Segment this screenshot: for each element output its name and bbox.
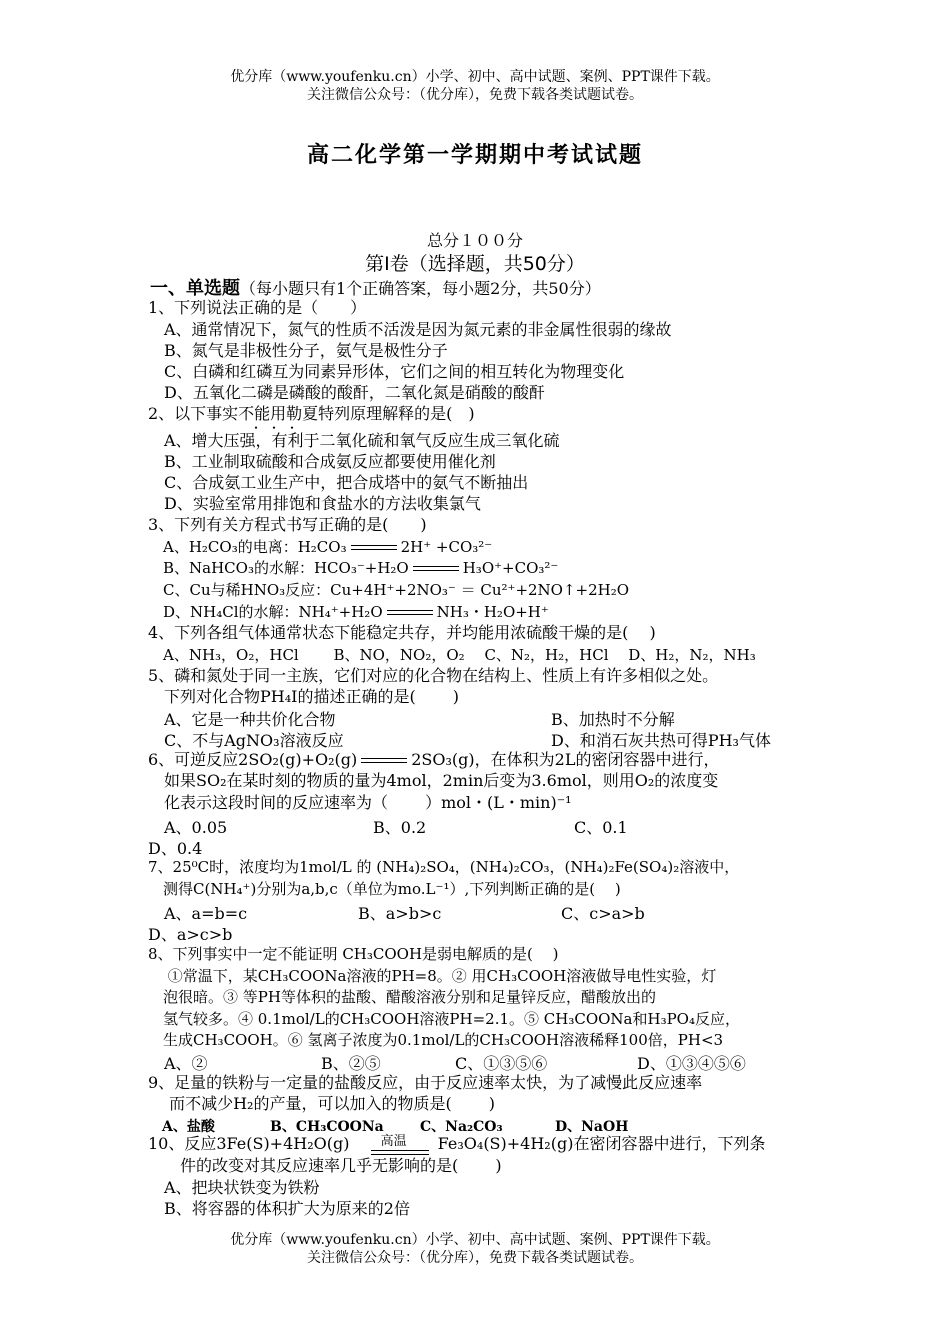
q10-option-a: A、把块状铁变为铁粉 — [148, 1178, 320, 1197]
q9-option-a: A、盐酸 — [148, 1119, 215, 1135]
q8-option-d: D、①③④⑤⑥ — [637, 1054, 746, 1073]
q2-stem: 2、以下事实不能用勒夏特列原理解释的是( ) — [148, 404, 475, 423]
equilibrium-arrow-icon — [387, 608, 433, 618]
emphasis-dots: ・・・ — [250, 421, 305, 435]
q6-option-b: B、0.2 — [373, 818, 427, 837]
header-line-1: 优分库（www.youfenku.cn）小学、初中、高中试题、案例、PPT课件下载。 — [230, 69, 720, 85]
total-score: 总分１００分 — [426, 231, 523, 250]
q3-option-d: D、NH₄Cl的水解：NH₄⁺+H₂O NH₃・H₂O+H⁺ — [148, 603, 549, 621]
equilibrium-arrow-icon — [351, 543, 397, 553]
q8-stem-2: ①常温下，某CH₃COONa溶液的PH=8。② 用CH₃COOH溶液做导电性实验，灯 — [148, 967, 717, 985]
q1-option-c: C、白磷和红磷互为同素异形体，它们之间的相互转化为物理变化 — [148, 362, 625, 381]
q6-stem-1: 6、可逆反应2SO₂(g)+O₂(g) 2SO₃(g)，在体积为2L的密闭容器中进行， — [148, 750, 720, 769]
section-label: 一、单选题 — [150, 278, 240, 299]
q5-stem-2: 下列对化合物PH₄I的描述正确的是( ) — [148, 687, 460, 706]
q8-stem-5: 生成CH₃COOH。⑥ 氢离子浓度为0.1mol/L的CH₃COOH溶液稀释100倍，PH<3 — [148, 1031, 724, 1049]
section-note: （每小题只有1个正确答案，每小题2分，共50分） — [240, 279, 601, 298]
q7-option-a: A、a=b=c — [148, 904, 248, 923]
q2-option-d: D、实验室常用排饱和食盐水的方法收集氯气 — [148, 494, 481, 513]
q9-stem-2: 而不减少H₂的产量，可以加入的物质是( ) — [148, 1094, 496, 1113]
q1-option-d: D、五氧化二磷是磷酸的酸酐，二氧化氮是硝酸的酸酐 — [148, 383, 545, 402]
q9-option-c: C、Na₂CO₃ — [420, 1119, 503, 1135]
q5-option-a: A、它是一种共价化合物 — [148, 710, 336, 729]
reaction-condition: 高温 — [359, 1134, 429, 1156]
q4-stem: 4、下列各组气体通常状态下能稳定共存，并均能用浓硫酸干燥的是( ) — [148, 623, 656, 642]
q3-option-b: B、NaHCO₃的水解：HCO₃⁻+H₂O H₃O⁺+CO₃²⁻ — [148, 559, 559, 577]
q8-stem-3: 泡很暗。③ 等PH等体积的盐酸、醋酸溶液分别和足量锌反应，醋酸放出的 — [148, 988, 656, 1006]
q7-option-b: B、a>b>c — [358, 904, 442, 923]
equilibrium-arrow-icon — [361, 756, 407, 766]
q6-stem-2: 如果SO₂在某时刻的物质的量为4mol，2min后变为3.6mol，则用O₂的浓度变 — [148, 771, 719, 790]
q7-stem-1: 7、25⁰C时，浓度均为1mol/L 的 (NH₄)₂SO₄，(NH₄)₂CO₃，(NH₄)₂Fe(SO₄)₂溶液中， — [148, 858, 740, 876]
q9-option-d: D、NaOH — [555, 1119, 629, 1135]
footer-line-1: 优分库（www.youfenku.cn）小学、初中、高中试题、案例、PPT课件下载。 — [230, 1232, 720, 1248]
q9-option-b: B、CH₃COONa — [270, 1119, 384, 1135]
q2-option-b: B、工业制取硫酸和合成氨反应都要使用催化剂 — [148, 452, 496, 471]
q2-option-a: A、增大压强，有利于二氧化硫和氧气反应生成三氧化硫 — [148, 431, 560, 450]
q3-stem: 3、下列有关方程式书写正确的是( ) — [148, 515, 427, 534]
q10-option-b: B、将容器的体积扩大为原来的2倍 — [148, 1199, 410, 1218]
q9-stem-1: 9、足量的铁粉与一定量的盐酸反应，由于反应速率太快，为了减慢此反应速率 — [148, 1073, 703, 1092]
q6-option-d: D、0.4 — [148, 839, 203, 858]
q5-option-d: D、和消石灰共热可得PH₃气体 — [551, 731, 771, 750]
q5-stem-1: 5、磷和氮处于同一主族，它们对应的化合物在结构上、性质上有许多相似之处。 — [148, 666, 719, 685]
q3-option-c: C、Cu与稀HNO₃反应：Cu+4H⁺+2NO₃⁻ ＝ Cu²⁺+2NO↑+2H₂O — [148, 581, 630, 599]
q1-option-b: B、氮气是非极性分子，氨气是极性分子 — [148, 341, 448, 360]
header-line-2: 关注微信公众号：（优分库），免费下载各类试题试卷。 — [307, 87, 643, 103]
q7-option-c: C、c>a>b — [561, 904, 645, 923]
q2-option-c: C、合成氨工业生产中，把合成塔中的氨气不断抽出 — [148, 473, 529, 492]
q7-stem-2: 测得C(NH₄⁺)分别为a,b,c（单位为mo.L⁻¹）,下列判断正确的是( ) — [148, 880, 621, 898]
q8-stem-1: 8、下列事实中一定不能证明 CH₃COOH是弱电解质的是( ) — [148, 945, 559, 963]
q8-stem-4: 氢气较多。④ 0.1mol/L的CH₃COOH溶液PH=2.1。⑤ CH₃COONa和H₃PO₄反应， — [148, 1010, 740, 1028]
q1-option-a: A、通常情况下，氮气的性质不活泼是因为氮元素的非金属性很弱的缘故 — [148, 320, 672, 339]
q6-option-a: A、0.05 — [148, 818, 228, 837]
q5-option-c: C、不与AgNO₃溶液反应 — [148, 731, 344, 750]
q7-option-d: D、a>c>b — [148, 925, 233, 944]
footer-line-2: 关注微信公众号：（优分库），免费下载各类试题试卷。 — [307, 1250, 643, 1266]
page-title: 高二化学第一学期期中考试试题 — [306, 142, 643, 168]
q8-option-b: B、②⑤ — [321, 1054, 381, 1073]
q10-stem-2: 件的改变对其反应速率几乎无影响的是( ) — [148, 1156, 502, 1175]
section-heading — [150, 274, 601, 300]
q5-option-b: B、加热时不分解 — [551, 710, 675, 729]
q3-option-a: A、H₂CO₃的电离：H₂CO₃ 2H⁺ +CO₃²⁻ — [148, 538, 493, 556]
q8-option-a: A、② — [148, 1054, 208, 1073]
q8-option-c: C、①③⑤⑥ — [455, 1054, 548, 1073]
part-title: 第Ⅰ卷（选择题，共50分） — [365, 253, 585, 275]
q6-stem-3: 化表示这段时间的反应速率为（ ）mol・(L・min)⁻¹ — [148, 793, 572, 812]
equilibrium-arrow-icon — [413, 564, 459, 574]
q4-options: A、NH₃，O₂，HCl B、NO，NO₂，O₂ C、N₂，H₂，HCl D、H₂，N₂，NH₃ — [148, 646, 756, 664]
q6-option-c: C、0.1 — [574, 818, 628, 837]
q1-stem: 1、下列说法正确的是（ ） — [148, 298, 367, 317]
q10-stem-1: 10、反应3Fe(S)+4H₂O(g) $^{高温}$ Fe₃O₄(S)+4H₂(g)在密闭容器中进行，下列条 — [148, 1134, 765, 1156]
